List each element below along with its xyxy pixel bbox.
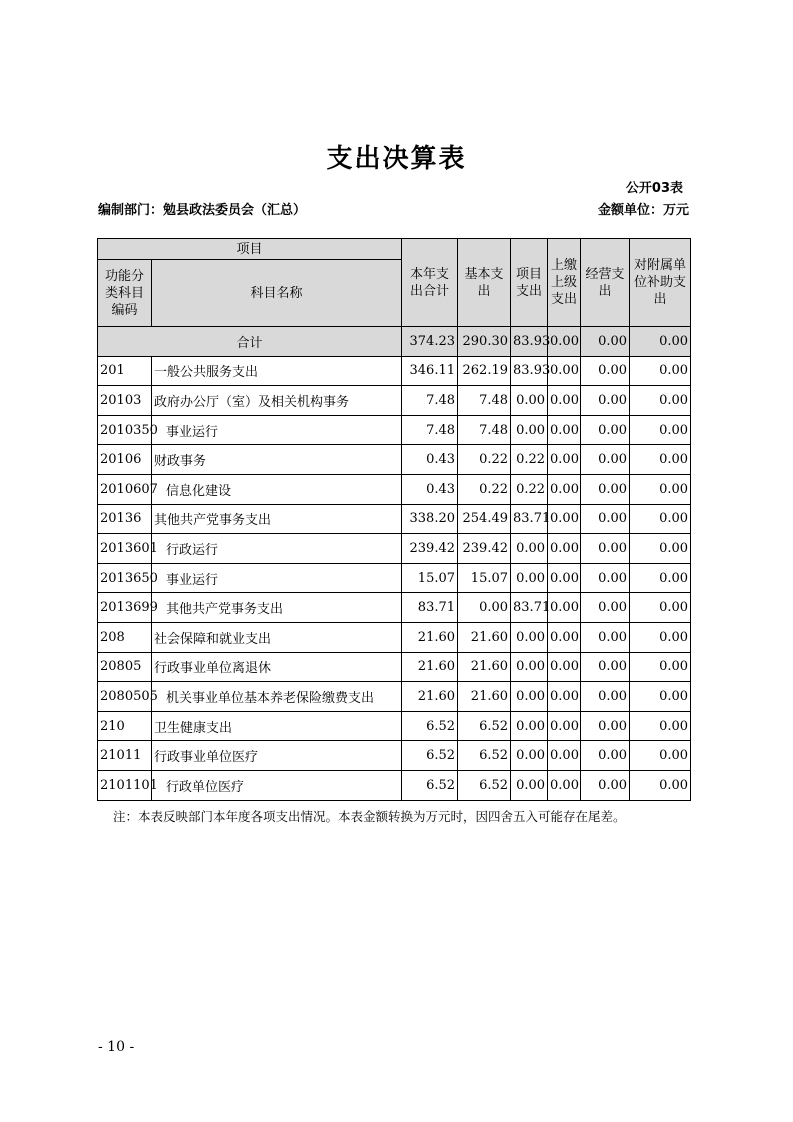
amount-operating: 0.00 [581, 474, 630, 504]
amount-operating: 0.00 [581, 356, 630, 386]
department-label: 编制部门：勉县政法委员会（汇总） [98, 203, 307, 218]
subject-name: 机关事业单位基本养老保险缴费支出 [152, 682, 402, 712]
table-row [98, 711, 691, 741]
amount-basic: 7.48 [458, 415, 511, 445]
amount-basic: 21.60 [458, 622, 511, 652]
amount-basic: 0.22 [458, 445, 511, 475]
amount-remit: 0.00 [548, 622, 581, 652]
amount-basic: 0.00 [458, 593, 511, 623]
amount-project: 83.93 [511, 356, 548, 386]
amount-total: 6.52 [402, 711, 458, 741]
amount-remit: 0.00 [548, 711, 581, 741]
subject-name: 财政事务 [152, 445, 402, 475]
total-row [98, 327, 691, 357]
amount-remit: 0.00 [548, 504, 581, 534]
subject-code: 2013601 [98, 534, 152, 564]
subject-name: 一般公共服务支出 [152, 356, 402, 386]
amount-subsidy: 0.00 [630, 474, 691, 504]
amount-remit: 0.00 [548, 682, 581, 712]
amount-project: 0.22 [511, 445, 548, 475]
table-row [98, 386, 691, 416]
subject-code: 2013650 [98, 563, 152, 593]
amount-project: 0.00 [511, 563, 548, 593]
amount-remit: 0.00 [548, 445, 581, 475]
amount-total: 6.52 [402, 770, 458, 800]
amount-project: 0.00 [511, 622, 548, 652]
subject-name: 政府办公厅（室）及相关机构事务 [152, 386, 402, 416]
amount-operating: 0.00 [581, 652, 630, 682]
unit-label: 金额单位：万元 [597, 203, 689, 218]
subject-code: 20103 [98, 386, 152, 416]
amount-operating: 0.00 [581, 711, 630, 741]
subject-code: 2101101 [98, 770, 152, 800]
amount-project: 0.00 [511, 415, 548, 445]
amount-operating: 0.00 [581, 534, 630, 564]
amount-remit: 0.00 [548, 563, 581, 593]
header-subsidy: 对附属单位补助支出 [630, 239, 691, 327]
header-remit: 上缴上级支出 [548, 239, 581, 327]
table-row [98, 474, 691, 504]
amount-basic: 7.48 [458, 386, 511, 416]
subject-code: 208 [98, 622, 152, 652]
total-subsidy: 0.00 [630, 327, 691, 357]
amount-total: 83.71 [402, 593, 458, 623]
amount-subsidy: 0.00 [630, 682, 691, 712]
amount-project: 83.71 [511, 504, 548, 534]
page-number: - 10 - [98, 1039, 135, 1055]
amount-operating: 0.00 [581, 593, 630, 623]
amount-subsidy: 0.00 [630, 445, 691, 475]
amount-project: 83.71 [511, 593, 548, 623]
amount-total: 346.11 [402, 356, 458, 386]
header-basic: 基本支出 [458, 239, 511, 327]
amount-total: 21.60 [402, 652, 458, 682]
amount-total: 338.20 [402, 504, 458, 534]
subject-name: 行政单位医疗 [152, 770, 402, 800]
amount-subsidy: 0.00 [630, 741, 691, 771]
total-operating: 0.00 [581, 327, 630, 357]
header-project-exp: 项目支出 [511, 239, 548, 327]
amount-project: 0.00 [511, 770, 548, 800]
amount-operating: 0.00 [581, 504, 630, 534]
amount-basic: 21.60 [458, 682, 511, 712]
table-row [98, 563, 691, 593]
amount-project: 0.00 [511, 711, 548, 741]
subject-name: 其他共产党事务支出 [152, 504, 402, 534]
amount-subsidy: 0.00 [630, 770, 691, 800]
subject-name: 信息化建设 [152, 474, 402, 504]
subject-name: 事业运行 [152, 415, 402, 445]
amount-remit: 0.00 [548, 415, 581, 445]
amount-basic: 239.42 [458, 534, 511, 564]
header-project: 项目 [98, 239, 402, 260]
amount-project: 0.00 [511, 741, 548, 771]
table-row [98, 770, 691, 800]
amount-basic: 21.60 [458, 652, 511, 682]
subject-code: 210 [98, 711, 152, 741]
amount-remit: 0.00 [548, 386, 581, 416]
amount-total: 15.07 [402, 563, 458, 593]
table-row [98, 682, 691, 712]
subject-code: 2013699 [98, 593, 152, 623]
table-row [98, 593, 691, 623]
subject-code: 2080505 [98, 682, 152, 712]
amount-total: 7.48 [402, 386, 458, 416]
amount-total: 21.60 [402, 622, 458, 652]
total-label: 合计 [98, 327, 402, 357]
subject-name: 其他共产党事务支出 [152, 593, 402, 623]
amount-subsidy: 0.00 [630, 593, 691, 623]
amount-project: 0.00 [511, 682, 548, 712]
subject-name: 行政运行 [152, 534, 402, 564]
amount-remit: 0.00 [548, 741, 581, 771]
amount-subsidy: 0.00 [630, 386, 691, 416]
total-project: 83.93 [511, 327, 548, 357]
subject-name: 行政事业单位医疗 [152, 741, 402, 771]
amount-remit: 0.00 [548, 534, 581, 564]
subject-name: 社会保障和就业支出 [152, 622, 402, 652]
total-remit: 0.00 [548, 327, 581, 357]
subject-name: 卫生健康支出 [152, 711, 402, 741]
amount-subsidy: 0.00 [630, 563, 691, 593]
amount-remit: 0.00 [548, 652, 581, 682]
subject-name: 事业运行 [152, 563, 402, 593]
amount-basic: 0.22 [458, 474, 511, 504]
amount-operating: 0.00 [581, 741, 630, 771]
amount-subsidy: 0.00 [630, 356, 691, 386]
table-row [98, 741, 691, 771]
amount-subsidy: 0.00 [630, 711, 691, 741]
amount-operating: 0.00 [581, 563, 630, 593]
amount-project: 0.22 [511, 474, 548, 504]
header-row-1 [98, 239, 691, 260]
amount-operating: 0.00 [581, 622, 630, 652]
expenditure-table [97, 238, 691, 801]
amount-subsidy: 0.00 [630, 534, 691, 564]
amount-total: 239.42 [402, 534, 458, 564]
header-total: 本年支出合计 [402, 239, 458, 327]
amount-subsidy: 0.00 [630, 622, 691, 652]
amount-operating: 0.00 [581, 445, 630, 475]
page-title: 支出决算表 [326, 144, 467, 174]
amount-subsidy: 0.00 [630, 652, 691, 682]
amount-basic: 262.19 [458, 356, 511, 386]
amount-total: 0.43 [402, 474, 458, 504]
amount-basic: 254.49 [458, 504, 511, 534]
subject-code: 201 [98, 356, 152, 386]
subject-code: 2010607 [98, 474, 152, 504]
table-row [98, 504, 691, 534]
table-row [98, 415, 691, 445]
amount-total: 21.60 [402, 682, 458, 712]
amount-total: 0.43 [402, 445, 458, 475]
header-subject-name: 科目名称 [152, 260, 402, 327]
amount-remit: 0.00 [548, 356, 581, 386]
amount-operating: 0.00 [581, 770, 630, 800]
amount-total: 7.48 [402, 415, 458, 445]
footnote: 注：本表反映部门本年度各项支出情况。本表金额转换为万元时，因四舍五入可能存在尾差。 [113, 809, 626, 824]
subject-code: 20805 [98, 652, 152, 682]
table-row [98, 622, 691, 652]
subject-code: 20136 [98, 504, 152, 534]
table-row [98, 652, 691, 682]
subject-code: 21011 [98, 741, 152, 771]
table-row [98, 445, 691, 475]
amount-remit: 0.00 [548, 474, 581, 504]
amount-project: 0.00 [511, 652, 548, 682]
amount-remit: 0.00 [548, 593, 581, 623]
subject-code: 2010350 [98, 415, 152, 445]
amount-total: 6.52 [402, 741, 458, 771]
subject-code: 20106 [98, 445, 152, 475]
amount-operating: 0.00 [581, 386, 630, 416]
amount-operating: 0.00 [581, 682, 630, 712]
amount-project: 0.00 [511, 386, 548, 416]
header-operating: 经营支出 [581, 239, 630, 327]
header-func-code: 功能分类科目编码 [98, 260, 152, 327]
amount-subsidy: 0.00 [630, 415, 691, 445]
amount-basic: 6.52 [458, 770, 511, 800]
table-row [98, 356, 691, 386]
total-basic: 290.30 [458, 327, 511, 357]
amount-basic: 6.52 [458, 711, 511, 741]
subject-name: 行政事业单位离退休 [152, 652, 402, 682]
total-total: 374.23 [402, 327, 458, 357]
table-row [98, 534, 691, 564]
amount-basic: 6.52 [458, 741, 511, 771]
amount-subsidy: 0.00 [630, 504, 691, 534]
amount-remit: 0.00 [548, 770, 581, 800]
amount-operating: 0.00 [581, 415, 630, 445]
form-number: 公开03表 [625, 181, 683, 196]
amount-basic: 15.07 [458, 563, 511, 593]
amount-project: 0.00 [511, 534, 548, 564]
